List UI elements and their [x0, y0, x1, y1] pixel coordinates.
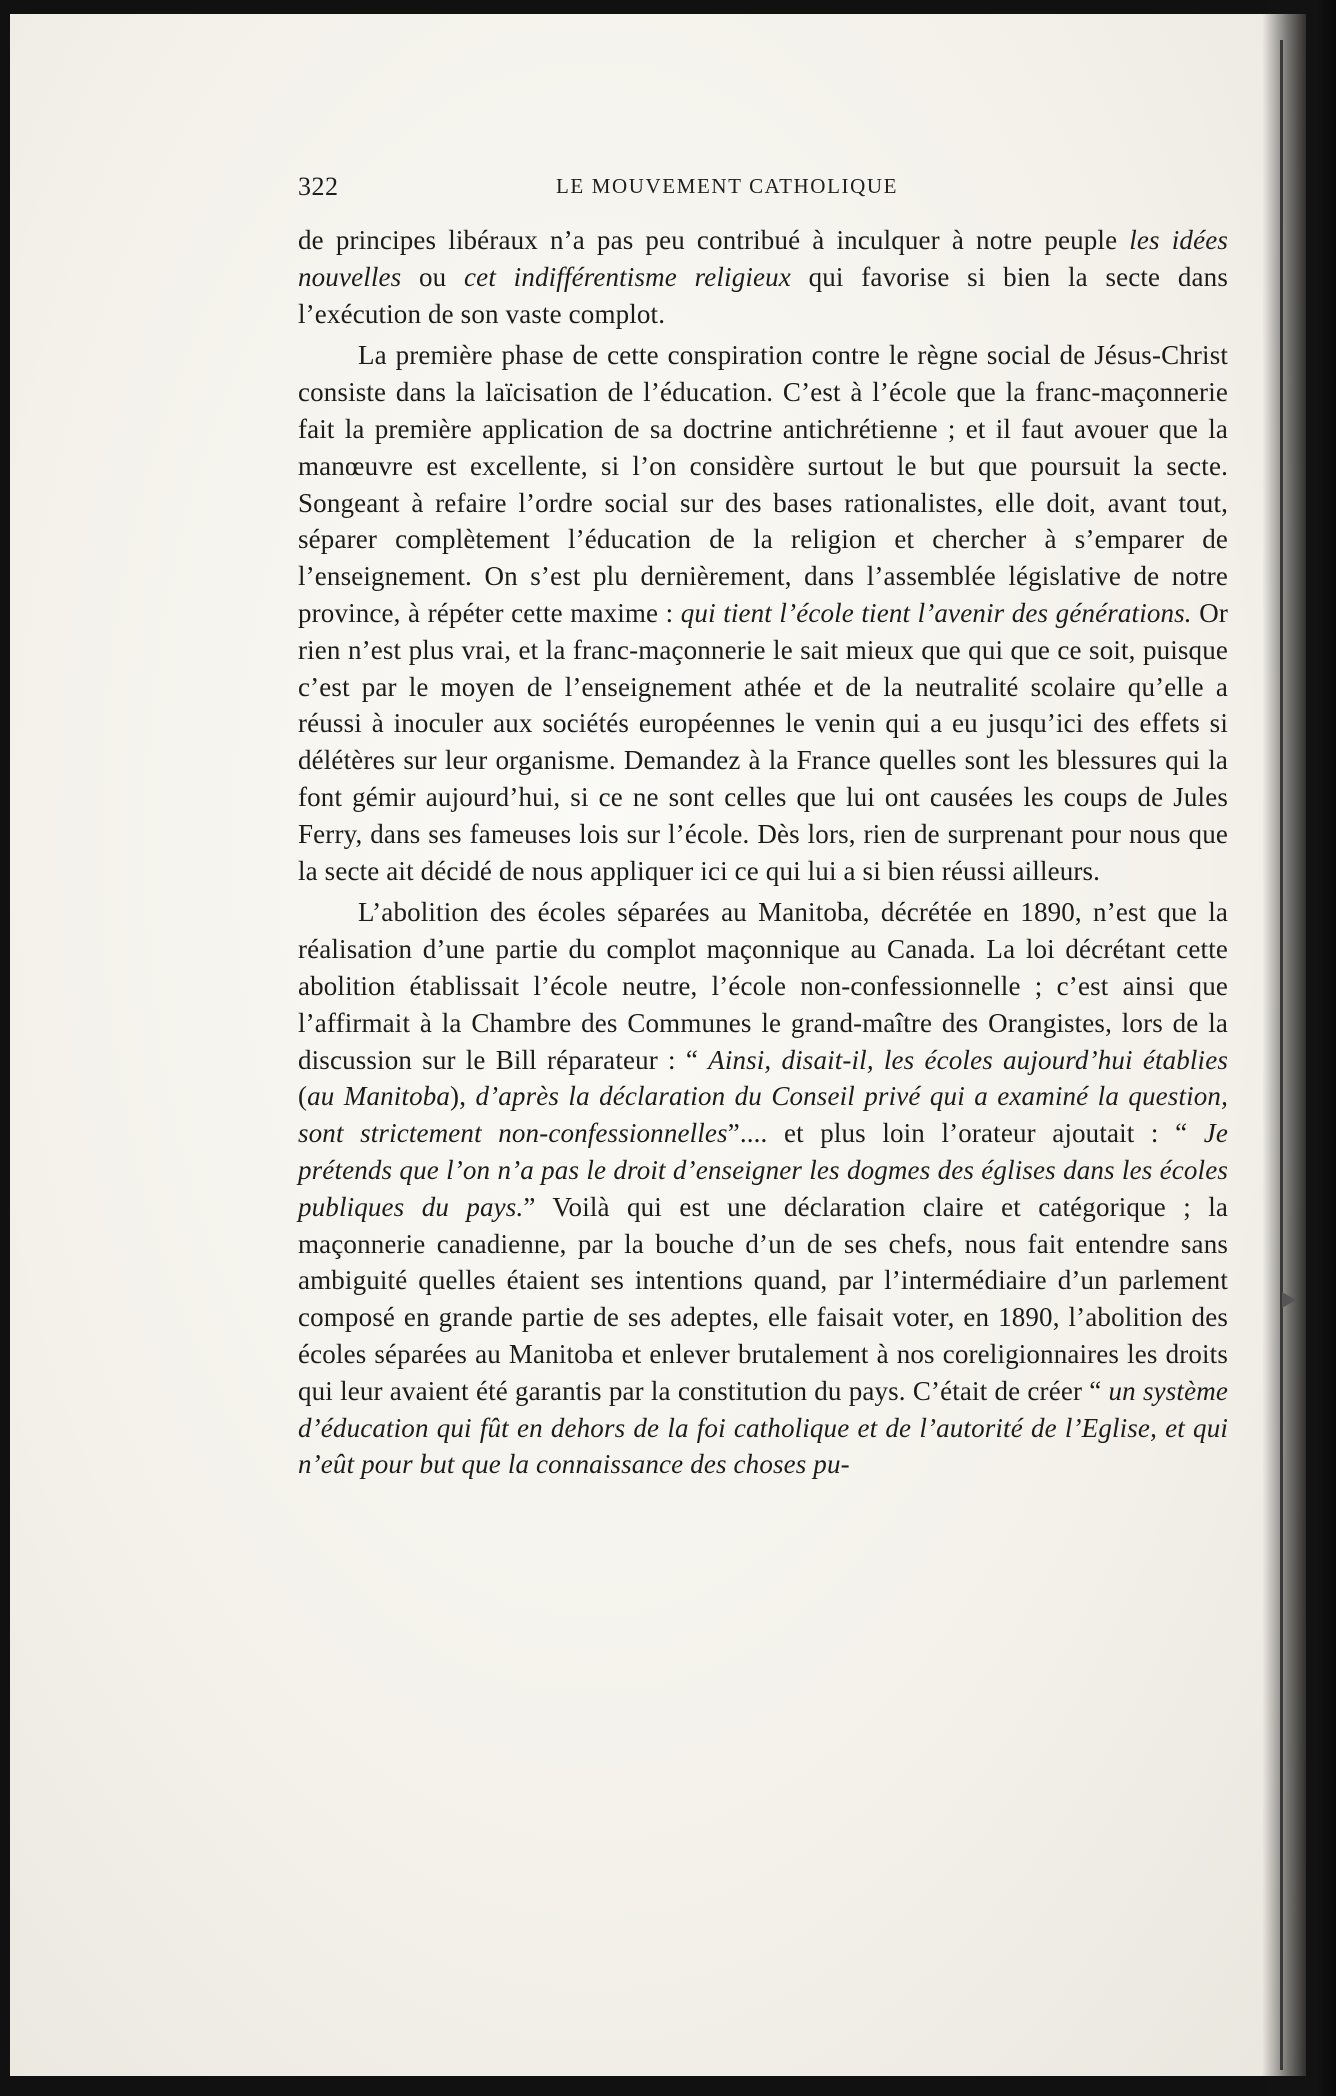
italic-run: qui tient l’école tient l’avenir des générations.: [680, 597, 1192, 628]
paragraph-2: [298, 337, 1228, 889]
running-header: [298, 166, 1233, 206]
text-run: ou: [401, 261, 465, 292]
italic-run: cet indifférentisme religieux: [464, 261, 791, 292]
margin-arrow-mark: [1282, 1292, 1296, 1308]
body-text: [298, 222, 1228, 1488]
page-edge: [1280, 40, 1283, 2070]
text-run: de principes libéraux n’a pas peu contribué à inculquer à notre peuple: [298, 225, 1130, 255]
text-run: La première phase de cette conspiration contre le règne social de Jésus-Christ consiste dans la laïcisation de l’éducation. C’est à l’école que la franc-maçonnerie fait la première application de sa doctrine antichrétienne ; et il faut avouer que la manœuvre est excellente, si l’on considère surtout le but que poursuit la secte. Songeant à refaire l’ordre social sur des bases rationalistes, elle doit, avant tout, séparer complètement l’éducation de la religion et chercher à s’emparer de l’enseignement. On s’est plu dernièrement, dans l’assemblée législative de notre province, à répéter cette maxime :: [298, 340, 1228, 628]
page-number: 322: [298, 172, 339, 201]
text-run: Or rien n’est plus vrai, et la franc-maçonnerie le sait mieux que qui que ce soit, puisque c’est par le moyen de l’enseignement athée et de la neutralité scolaire qu’elle a réussi à inoculer aux sociétés européennes le venin qui a eu jusqu’ici des effets si délétères sur leur organisme. Demandez à la France quelles sont les blessures qui la font gémir aujourd’hui, si ce ne sont celles que lui ont causées les coups de Jules Ferry, dans ses fameuses lois sur l’école. Dès lors, rien de surprenant pour nous que la secte ait décidé de nous appliquer ici ce qui lui a si bien réussi ailleurs.: [298, 597, 1228, 886]
italic-run: d’après la déclaration du Conseil privé qui a examiné la question, sont strictement non-confessionnelles: [298, 1081, 1228, 1149]
text-run: L’abolition des écoles séparées au Manitoba, décrétée en 1890, n’est que la réalisation d’une partie du complot maçonnique au Canada. La loi décrétant cette abolition établissait l’école neutre, l’école non-confessionnelle ; c’est ainsi que l’affirmait à la Chambre des Communes le grand-maître des Orangistes, lors de la discussion sur le Bill réparateur : “: [298, 897, 1228, 1075]
text-run: ” Voilà qui est une déclaration claire et catégorique ; la maçonnerie canadienne, par la bouche d’un de ses chefs, nous fait entendre sans ambiguité quelles étaient ses intentions quand, par l’intermédiaire d’un parlement composé en grande partie de ses adeptes, elle faisait voter, en 1890, l’abolition des écoles séparées au Manitoba et enlever brutalement à nos coreligionnaires les droits qui leur avaient été garantis par la constitution du pays. C’était de créer “: [298, 1191, 1228, 1406]
running-title: LE MOUVEMENT CATHOLIQUE: [556, 174, 899, 198]
text-run: (: [298, 1081, 308, 1112]
italic-run: un système d’éducation qui fût en dehors de la foi catholique et de l’autorité de l’Eglise, et qui n’eût pour but que la connaissance des choses pu-: [298, 1375, 1228, 1480]
text-run: qui favorise si bien la secte dans l’exécution de son vaste complot.: [298, 261, 1228, 329]
italic-run: au Manitoba: [307, 1081, 451, 1112]
gutter-shadow: [1262, 0, 1336, 2096]
paragraph-1: [298, 222, 1228, 332]
text-run: ),: [450, 1081, 476, 1112]
italic-run: Ainsi, disait-il, les écoles aujourd’hui établies: [708, 1044, 1229, 1075]
italic-run: les idées nouvelles: [298, 225, 1228, 292]
paragraph-3: [298, 894, 1228, 1483]
text-run: ”.... et plus loin l’orateur ajoutait : “: [727, 1118, 1204, 1149]
italic-run: Je prétends que l’on n’a pas le droit d’enseigner les dogmes des églises dans les écoles publiques du pays.: [298, 1118, 1229, 1222]
